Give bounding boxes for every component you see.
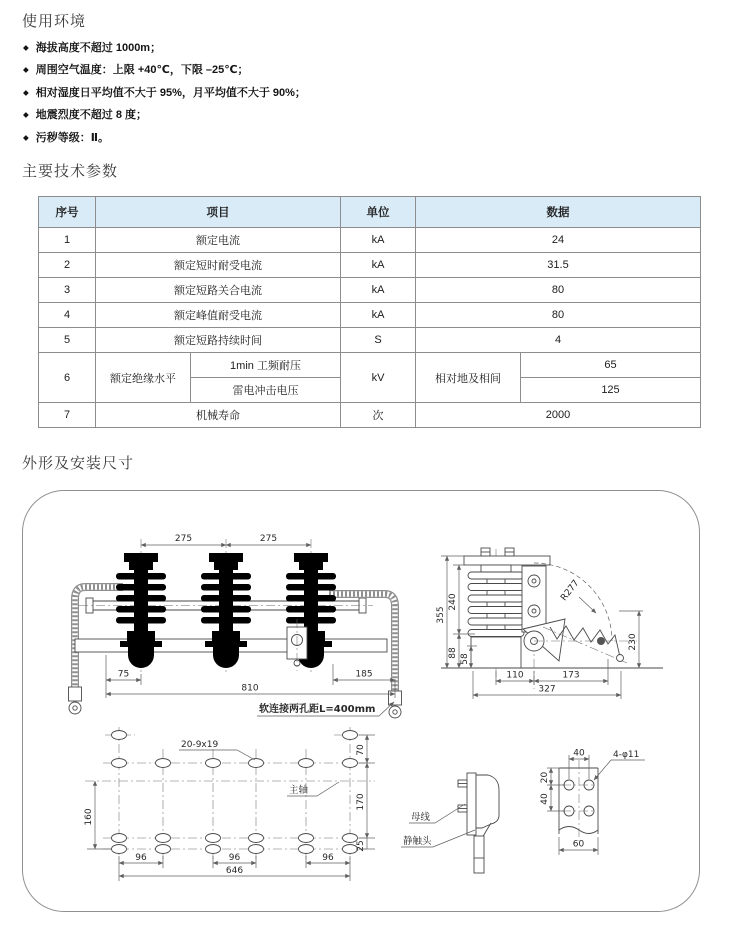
dim-label-75: 75 [117, 669, 130, 680]
side-base-box [471, 637, 521, 668]
cell-unit: kA [341, 278, 416, 303]
dim-label-170: 170 [356, 793, 366, 811]
cell-no: 1 [39, 228, 96, 253]
cell-no: 2 [39, 253, 96, 278]
environment-item-text: 相对湿度日平均值不大于 95%，月平均值不大于 90%； [35, 86, 306, 99]
table-row [39, 328, 701, 353]
cell-no: 3 [39, 278, 96, 303]
side-insulator [468, 565, 524, 641]
dim-label-96a: 96 [135, 853, 147, 863]
cell-no: 4 [39, 303, 96, 328]
cell-unit: kA [341, 303, 416, 328]
environment-item [23, 84, 306, 106]
outline-drawing [23, 491, 699, 911]
bracket-view [401, 773, 499, 873]
label-hole-diameter: 4-φ11 [613, 750, 640, 760]
cell-subitem: 1min 工频耐压 [191, 353, 341, 378]
side-view [436, 548, 663, 699]
cell-item: 额定短路持续时间 [96, 328, 341, 353]
cell-value: 65 [521, 353, 701, 378]
dim-label-646: 646 [225, 866, 244, 876]
dim-label-96b: 96 [228, 853, 241, 863]
column-header-no: 序号 [39, 197, 96, 228]
bullet-diamond-icon: ◆ [23, 87, 29, 97]
dim-label-810: 810 [241, 683, 259, 694]
bullet-diamond-icon: ◆ [23, 110, 29, 120]
section-title-environment: 使用环境 [22, 13, 87, 30]
cell-item: 额定绝缘水平 [96, 353, 191, 403]
bullet-diamond-icon: ◆ [23, 65, 29, 75]
table-row [39, 228, 701, 253]
cell-value: 24 [416, 228, 701, 253]
section-title-parameters: 主要技术参数 [22, 163, 119, 180]
cell-scope: 相对地及相间 [416, 353, 521, 403]
cell-unit: 次 [341, 403, 416, 428]
environment-item [23, 129, 306, 151]
cell-unit: kA [341, 253, 416, 278]
cell-unit: kA [341, 228, 416, 253]
break-line [559, 827, 598, 834]
label-hole-spec: 20-9x19 [181, 740, 219, 750]
cell-no: 5 [39, 328, 96, 353]
dim-label-185: 185 [355, 669, 373, 680]
cell-item: 额定短时耐受电流 [96, 253, 341, 278]
column-header-unit: 单位 [341, 197, 416, 228]
dim-label-40-top: 40 [573, 748, 585, 759]
section-title-dimensions: 外形及安装尺寸 [22, 455, 135, 472]
cell-item: 机械寿命 [96, 403, 341, 428]
dim-label-60: 60 [572, 839, 585, 850]
cell-no: 7 [39, 403, 96, 428]
dim-label-pole-span-1: 275 [174, 534, 193, 544]
dim-label-70: 70 [356, 744, 366, 756]
table-header-row [39, 197, 701, 228]
bullet-diamond-icon: ◆ [23, 132, 29, 142]
cell-value: 80 [416, 278, 701, 303]
callout-soft-connection: 软连接两孔距L=400mm [259, 704, 376, 715]
label-static-contact: 静触头 [403, 836, 432, 847]
dim-label-25: 25 [356, 840, 366, 852]
cell-value: 2000 [416, 403, 701, 428]
parameters-table [38, 196, 701, 428]
flexible-strap-left-icon [75, 587, 123, 689]
terminal-lug-left [69, 687, 82, 714]
label-main-shaft: 主轴 [289, 785, 309, 796]
environment-item [23, 39, 306, 61]
environment-item-text: 污秽等级：Ⅱ。 [35, 131, 110, 144]
environment-item-text: 周围空气温度：上限 +40℃，下限 –25℃； [35, 64, 249, 77]
cell-value: 80 [416, 303, 701, 328]
dim-label-327: 327 [538, 684, 556, 695]
dim-label-40-left: 40 [540, 793, 550, 805]
cell-unit: S [341, 328, 416, 353]
cell-item: 额定电流 [96, 228, 341, 253]
front-view [69, 534, 402, 718]
table-row [39, 403, 701, 428]
mounting-slot-holes [112, 731, 358, 854]
dim-label-110: 110 [506, 670, 524, 681]
contact-hook [476, 775, 499, 828]
environment-list [23, 39, 306, 151]
column-header-item: 项目 [96, 197, 341, 228]
dim-label-58: 58 [460, 653, 470, 665]
busbar-plate [467, 773, 476, 835]
table-row [39, 253, 701, 278]
environment-item [23, 61, 306, 83]
plate-view [540, 749, 645, 856]
drawing-panel [22, 490, 700, 912]
table-row [39, 278, 701, 303]
linkage-arm [522, 566, 546, 632]
dim-label-20: 20 [540, 771, 550, 784]
dim-label-pole-span-2: 275 [259, 534, 278, 544]
column-header-data: 数据 [416, 197, 701, 228]
environment-item-text: 海拔高度不超过 1000m； [35, 42, 162, 54]
cell-value: 31.5 [416, 253, 701, 278]
cell-value: 125 [521, 378, 701, 403]
environment-item-text: 地震烈度不超过 8 度； [35, 109, 148, 122]
cell-unit: kV [341, 353, 416, 403]
spring-ball [597, 637, 605, 645]
cell-no: 6 [39, 353, 96, 403]
cell-subitem: 雷电冲击电压 [191, 378, 341, 403]
cell-item: 额定峰值耐受电流 [96, 303, 341, 328]
dim-label-96c: 96 [322, 853, 334, 863]
dim-label-160: 160 [84, 808, 94, 826]
dim-label-230: 230 [628, 633, 638, 651]
bullet-diamond-icon: ◆ [23, 43, 29, 52]
cell-value: 4 [416, 328, 701, 353]
dim-label-173: 173 [562, 670, 580, 681]
plan-view [84, 727, 375, 881]
dim-label-88: 88 [448, 647, 458, 659]
table-row [39, 303, 701, 328]
dim-label-radius: R277 [559, 578, 582, 604]
label-busbar: 母线 [411, 812, 431, 823]
table-row [39, 353, 701, 378]
cell-item: 额定短路关合电流 [96, 278, 341, 303]
dim-label-240: 240 [448, 593, 458, 611]
dim-label-355: 355 [436, 606, 446, 624]
environment-item [23, 106, 306, 128]
